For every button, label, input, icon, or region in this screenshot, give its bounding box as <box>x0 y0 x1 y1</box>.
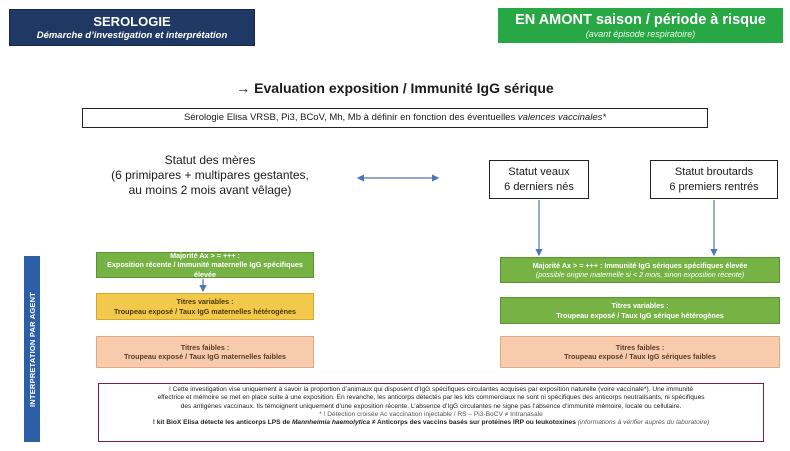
calves-result-variable <box>500 297 780 324</box>
result-title: Majorité Ax > = +++ : Immunité IgG sériques spécifiques élevée <box>532 260 748 270</box>
mothers-line1: Statut des mères <box>164 153 256 167</box>
note-line-4: * ! Détection croisée Ac vaccination injectable / RS – Pi3-BoCV ≠ Intranasale <box>319 410 543 418</box>
interpretation-side-band <box>24 256 40 442</box>
result-text: Troupeau exposé / Taux IgG sérique hétérogènes <box>556 310 724 320</box>
calves-line1: Statut veaux <box>508 165 570 178</box>
period-title: EN AMONT saison / période à risque <box>515 11 766 28</box>
result-title: Titres faibles : <box>615 342 665 352</box>
serology-text: Sérologie Elisa VRSB, Pi3, BCoV, Mh, Mb à définir en fonction des éventuelles <box>183 112 518 123</box>
header-period <box>498 8 783 43</box>
main-title: → Evaluation exposition / Immunité IgG sérique <box>236 80 554 96</box>
note-line-5b: Mannheimia haemolytica <box>291 419 370 427</box>
note-line-5c: ≠ Anticorps des vaccins basés sur protéines IRP ou leukotoxines <box>370 419 578 427</box>
result-text: Troupeau exposé / Taux IgG maternelles faibles <box>123 352 287 361</box>
result-text: (possible origine maternelle si < 2 mois, sinon exposition récente) <box>535 270 745 279</box>
note-line-5 <box>104 419 758 427</box>
header-title: SEROLOGIE <box>93 13 171 29</box>
result-title: Majorité Ax > = +++ : <box>170 250 240 260</box>
note-line-5a: ! kit BioX Elisa détecte les anticorps LPS de <box>152 419 292 427</box>
broutards-status-box <box>650 160 778 199</box>
calves-line2: 6 derniers nés <box>504 180 574 193</box>
mothers-line2: (6 primipares + multipares gestantes, <box>111 168 309 182</box>
note-line-5d: (informations à vérifier auprès du laboratoire) <box>577 419 710 427</box>
result-title: Titres variables : <box>176 297 234 306</box>
serology-box <box>82 108 708 128</box>
note-line-3: des antigènes vaccinaux. Ils témoignent uniquement d’une exposition récente. L’absence d’IgG circulantes ne signe pas l’absence d’immunité mémoire, locale ou cellulaire. <box>180 402 682 410</box>
header-subtitle: Démarche d’investigation et interprétation <box>36 29 228 41</box>
result-title: Titres variables : <box>611 301 669 310</box>
calves-result-high <box>500 257 780 283</box>
note-line-2: effectrice et mémoire se met en place suite à une exposition. En revanche, les anticorps détectés par les kits commerciaux ne sont ni spécifiques des anticorps neutralisants, ni spécifiques <box>157 394 705 402</box>
mothers-line3: au moins 2 mois avant vêlage) <box>128 183 292 197</box>
result-text: Troupeau exposé / Taux IgG maternelles hétérogènes <box>113 306 296 316</box>
result-text: Troupeau exposé / Taux IgG sériques faibles <box>564 352 716 361</box>
header-serologie <box>9 9 255 46</box>
mothers-result-low <box>96 336 314 368</box>
serology-emphasis: valences vaccinales* <box>517 112 607 123</box>
result-title: Titres faibles : <box>180 342 230 352</box>
result-text: Exposition récente / Immunité maternelle IgG spécifiques élevée <box>107 260 303 279</box>
calves-status-box <box>489 160 589 199</box>
broutards-line2: 6 premiers rentrés <box>669 180 759 193</box>
broutards-line1: Statut broutards <box>674 165 754 178</box>
mothers-result-variable <box>96 293 314 320</box>
period-subtitle: (avant épisode respiratoire) <box>585 28 696 39</box>
mothers-status <box>95 153 325 198</box>
note-line-1: ! Cette investigation vise uniquement à savoir la proportion d’animaux qui disposent d’IgG spécifiques circulantes acquises par exposition naturelle (voire vaccinale*). Une immunité <box>168 386 694 393</box>
mothers-result-high <box>96 252 314 278</box>
warning-note-box <box>98 383 764 442</box>
side-band-label: INTERPRETATION PAR AGENT <box>27 291 37 407</box>
calves-result-low <box>500 336 780 368</box>
